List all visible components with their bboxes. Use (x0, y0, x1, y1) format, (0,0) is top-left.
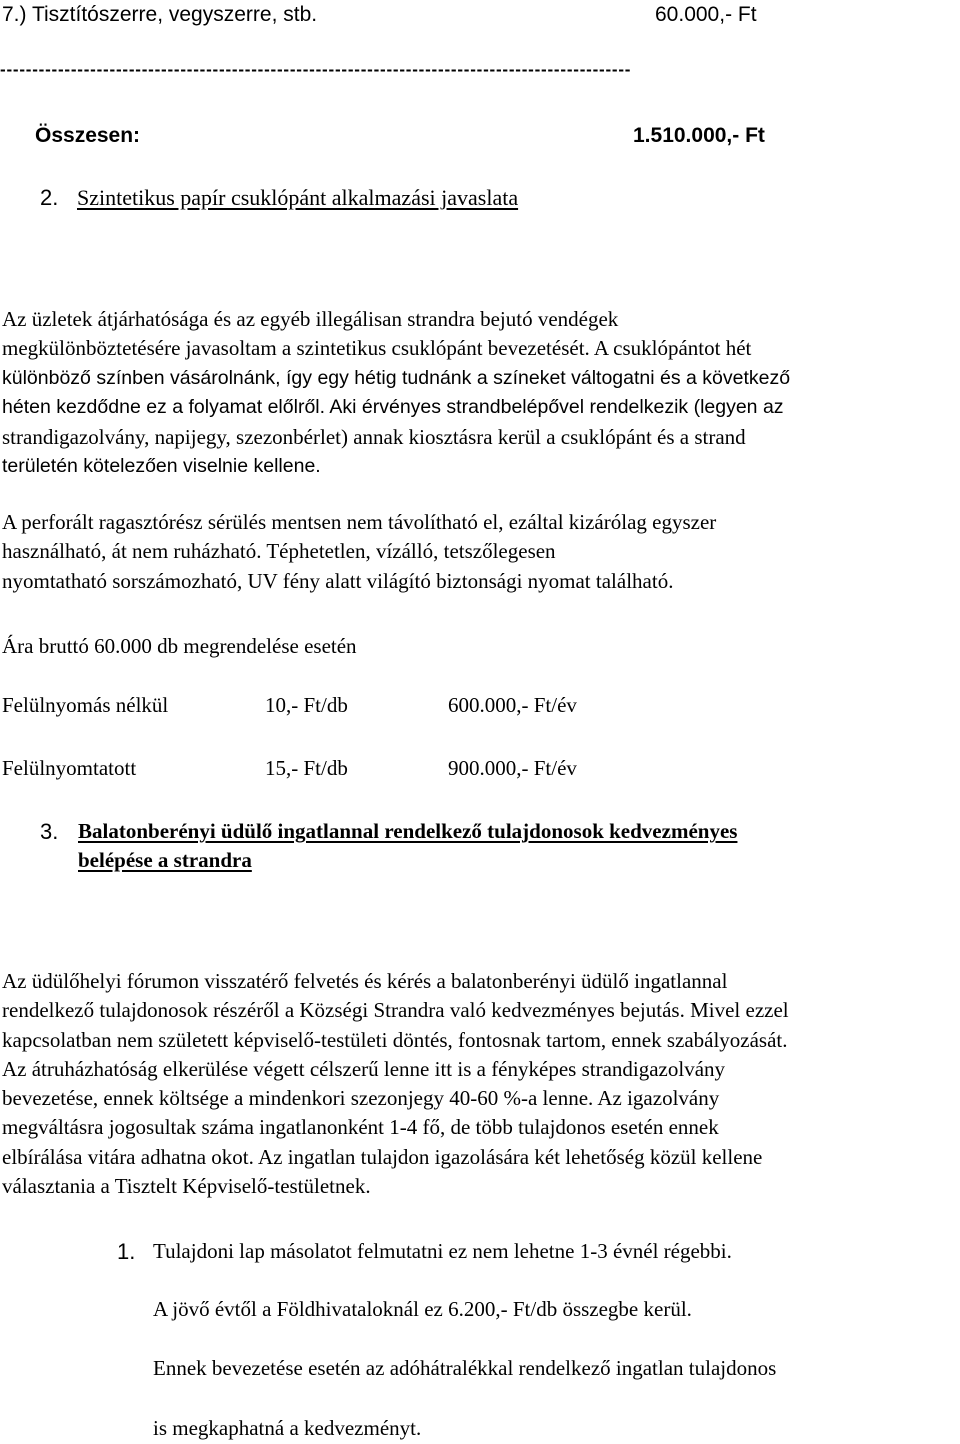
price-row-label: Felülnyomtatott (2, 756, 137, 780)
total-amount: 1.510.000,- Ft (633, 124, 765, 147)
paragraph-line: Az átruházhatóság elkerülése végett célszerű lenne itt is a fényképes strandigazolvány (2, 1056, 726, 1081)
section-3-number: 3. (40, 819, 59, 844)
list-item-line: A jövő évtől a Földhivataloknál ez 6.200,- Ft/db összegbe kerül. (153, 1297, 692, 1321)
list-item-number: 1. (117, 1239, 136, 1264)
price-intro: Ára bruttó 60.000 db megrendelése esetén (2, 634, 357, 658)
section-2-paragraph-2 (2, 508, 960, 596)
total-label: Összesen: (35, 124, 141, 147)
paragraph-line: A perforált ragasztórész sérülés mentsen nem távolítható el, ezáltal kizárólag egyszer (2, 510, 717, 534)
section-3-title-line-1: Balatonberényi üdülő ingatlannal rendelkező tulajdonosok kedvezményes (78, 819, 738, 843)
paragraph-line: megkülönböztetésére javasoltam a szintetikus csuklópánt bevezetését. A csuklópántot hét (2, 336, 752, 361)
paragraph-line: héten kezdődne ez a folyamat előlről. Aki érvényes strandbelépővel rendelkezik (legyen az (2, 396, 784, 419)
paragraph-line: Az üzletek átjárhatósága és az egyéb illegálisan strandra bejutó vendégek (2, 307, 619, 331)
paragraph-line: elbírálása vitára adhatna okot. Az ingatlan tulajdon igazolására két lehetőség közül kellene (2, 1144, 763, 1169)
item-7-amount: 60.000,- Ft (655, 3, 757, 26)
paragraph-line: bevezetése, ennek költsége a mindenkori szezonjegy 40-60 %-a lenne. Az igazolvány (2, 1086, 720, 1111)
paragraph-line: nyomtatható sorszámozható, UV fény alatt világító biztonsági nyomat található. (2, 568, 674, 593)
paragraph-line: rendelkező tulajdonosok részéről a Községi Strandra való kedvezményes bejutás. Mivel ezzel (2, 998, 789, 1023)
section-2-paragraph-1 (2, 305, 960, 481)
paragraph-line: kapcsolatban nem született képviselő-testületi döntés, fontosnak tartom, ennek szabályozását. (2, 1027, 788, 1052)
price-row-yearly: 600.000,- Ft/év (448, 693, 577, 717)
price-row-unit-price: 15,- Ft/db (265, 756, 348, 780)
dashed-separator: -------------------------------------------------------------------------------------------------- (0, 60, 632, 79)
section-3-title-line-2: belépése a strandra (78, 848, 252, 872)
section-2-title: Szintetikus papír csuklópánt alkalmazási javaslata (77, 185, 519, 210)
paragraph-line: választania a Tisztelt Képviselő-testületnek. (2, 1174, 371, 1199)
paragraph-line: használható, át nem ruházható. Téphetetlen, vízálló, tetszőlegesen (2, 539, 556, 564)
list-item-line: is megkaphatná a kedvezményt. (153, 1416, 422, 1440)
item-7-label: 7.) Tisztítószerre, vegyszerre, stb. (2, 3, 318, 26)
section-2-number: 2. (40, 185, 59, 210)
paragraph-line: megváltásra jogosultak száma ingatlanonként 1-4 fő, de több tulajdonos esetén ennek (2, 1115, 719, 1140)
paragraph-line: Az üdülőhelyi fórumon visszatérő felvetés és kérés a balatonberényi üdülő ingatlannal (2, 969, 728, 993)
section-3-paragraph-1 (2, 967, 960, 1201)
list-item-line: Ennek bevezetése esetén az adóhátralékkal rendelkező ingatlan tulajdonos (153, 1356, 777, 1380)
paragraph-line: különböző színben vásárolnánk, így egy hétig tudnánk a színeket váltogatni és a következő (2, 366, 791, 389)
paragraph-line: területén kötelezően viselnie kellene. (2, 455, 321, 478)
list-item-line: Tulajdoni lap másolatot felmutatni ez nem lehetne 1-3 évnél régebbi. (153, 1239, 732, 1263)
price-row-yearly: 900.000,- Ft/év (448, 756, 577, 780)
price-row-label: Felülnyomás nélkül (2, 693, 169, 717)
paragraph-line: strandigazolvány, napijegy, szezonbérlet) annak kiosztásra kerül a csuklópánt és a strand (2, 424, 746, 449)
price-row-unit-price: 10,- Ft/db (265, 693, 348, 717)
